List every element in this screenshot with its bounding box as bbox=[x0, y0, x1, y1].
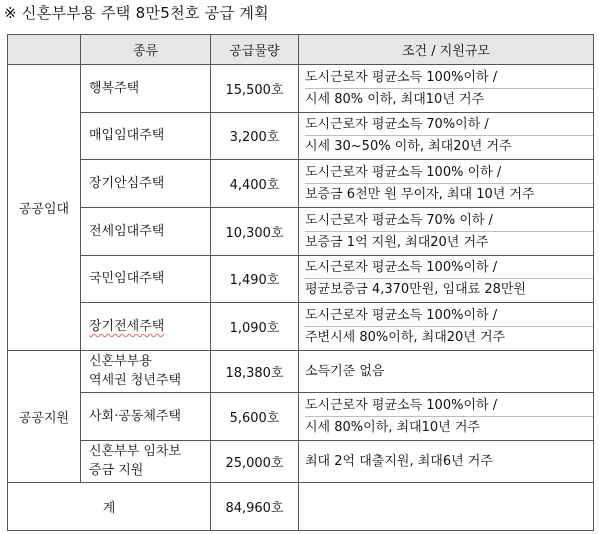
table-row bbox=[8, 303, 594, 351]
housing-type bbox=[81, 350, 211, 392]
header-type: 종류 bbox=[81, 35, 211, 65]
conditions-cell bbox=[299, 393, 594, 441]
table-row bbox=[8, 440, 594, 482]
category-public-rental: 공공임대 bbox=[8, 65, 81, 351]
housing-type-line: 신혼부부 임차보 bbox=[89, 444, 182, 460]
housing-type-line: 역세권 청년주택 bbox=[89, 373, 182, 389]
housing-type bbox=[81, 440, 211, 482]
conditions-cell bbox=[299, 160, 594, 208]
conditions-cell bbox=[299, 440, 594, 482]
document-title: ※ 신혼부부용 주택 8만5천호 공급 계획 bbox=[4, 4, 269, 22]
supply-quantity: 1,090호 bbox=[211, 303, 299, 351]
conditions-cell bbox=[299, 350, 594, 392]
total-label: 계 bbox=[8, 483, 211, 531]
condition-line: 도시근로자 평균소득 100%이하 / bbox=[305, 67, 593, 89]
housing-type-text: 장기전세주택 bbox=[89, 319, 165, 335]
total-row bbox=[8, 483, 594, 531]
housing-type: 장기안심주택 bbox=[81, 160, 211, 208]
table-row bbox=[8, 255, 594, 303]
condition-line: 최대 2억 대출지원, 최대6년 거주 bbox=[305, 453, 493, 469]
condition-line: 보증금 1억 지원, 최대20년 거주 bbox=[305, 234, 489, 250]
condition-line: 도시근로자 평균소득 100% 이하 / bbox=[305, 162, 593, 184]
table-row bbox=[8, 160, 594, 208]
supply-plan-table bbox=[7, 34, 594, 531]
conditions-cell bbox=[299, 65, 594, 113]
supply-quantity: 25,000호 bbox=[211, 440, 299, 482]
condition-line: 평균보증금 4,370만원, 임대료 28만원 bbox=[305, 282, 526, 298]
condition-line: 도시근로자 평균소득 100%이하 / bbox=[305, 395, 593, 417]
housing-type: 전세임대주택 bbox=[81, 207, 211, 255]
table-row bbox=[8, 112, 594, 160]
total-conditions bbox=[299, 483, 594, 531]
condition-line: 시세 80%이하, 최대10년 거주 bbox=[305, 419, 480, 435]
condition-line: 도시근로자 평균소득 100%이하 / bbox=[305, 257, 593, 279]
header-conditions: 조건 / 지원규모 bbox=[299, 35, 594, 65]
category-public-support: 공공지원 bbox=[8, 350, 81, 482]
conditions-cell bbox=[299, 303, 594, 351]
housing-type-line: 증금 지원 bbox=[89, 463, 144, 479]
header-quantity: 공급물량 bbox=[211, 35, 299, 65]
housing-type: 국민임대주택 bbox=[81, 255, 211, 303]
conditions-cell bbox=[299, 112, 594, 160]
condition-line: 도시근로자 평균소득 70%이하 / bbox=[305, 114, 593, 136]
supply-quantity: 5,600호 bbox=[211, 393, 299, 441]
housing-type: 매입임대주택 bbox=[81, 112, 211, 160]
header-row bbox=[8, 35, 594, 65]
condition-line: 도시근로자 평균소득 100%이하 / bbox=[305, 305, 593, 327]
housing-type: 행복주택 bbox=[81, 65, 211, 113]
header-category bbox=[8, 35, 81, 65]
table-row bbox=[8, 65, 594, 113]
condition-line: 시세 30~50% 이하, 최대20년 거주 bbox=[305, 139, 512, 155]
condition-line: 시세 80% 이하, 최대10년 거주 bbox=[305, 91, 485, 107]
table-row bbox=[8, 207, 594, 255]
conditions-cell bbox=[299, 207, 594, 255]
condition-line: 주변시세 80%이하, 최대20년 거주 bbox=[305, 330, 506, 346]
condition-line: 도시근로자 평균소득 70% 이하 / bbox=[305, 210, 593, 232]
table-row bbox=[8, 393, 594, 441]
condition-line: 소득기준 없음 bbox=[305, 363, 385, 379]
supply-quantity: 1,490호 bbox=[211, 255, 299, 303]
supply-quantity: 18,380호 bbox=[211, 350, 299, 392]
housing-type: 사회·공동체주택 bbox=[81, 393, 211, 441]
supply-quantity: 3,200호 bbox=[211, 112, 299, 160]
housing-type bbox=[81, 303, 211, 351]
housing-type-line: 신혼부부용 bbox=[89, 354, 152, 370]
supply-quantity: 15,500호 bbox=[211, 65, 299, 113]
condition-line: 보증금 6천만 원 무이자, 최대 10년 거주 bbox=[305, 187, 535, 203]
table-row bbox=[8, 350, 594, 392]
supply-quantity: 10,300호 bbox=[211, 207, 299, 255]
total-quantity: 84,960호 bbox=[211, 483, 299, 531]
conditions-cell bbox=[299, 255, 594, 303]
supply-quantity: 4,400호 bbox=[211, 160, 299, 208]
